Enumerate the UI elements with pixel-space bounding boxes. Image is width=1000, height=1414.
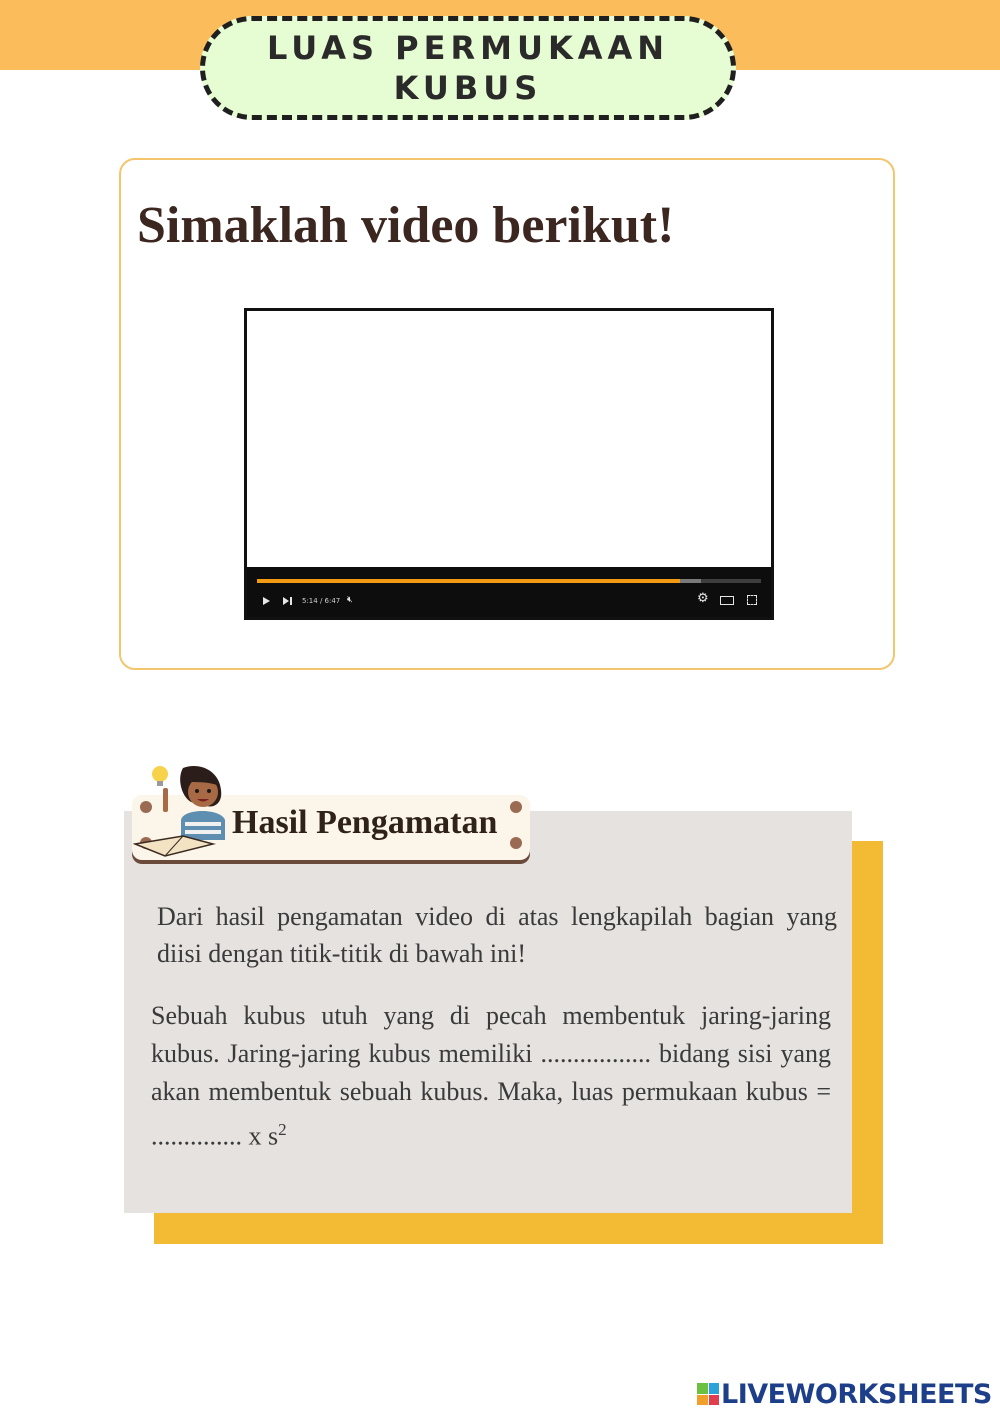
exponent: 2 [278,1120,287,1139]
video-card [119,158,895,670]
banner-dot [510,801,522,813]
video-heading: Simaklah video berikut! [137,197,675,254]
fullscreen-icon[interactable] [747,595,757,605]
brand-logo [697,1378,992,1410]
student-illustration [133,760,233,860]
video-progress-fill [257,579,680,583]
observation-title: Hasil Pengamatan [232,804,498,841]
title-line-2: KUBUS [393,69,543,107]
title-badge [200,16,736,120]
theater-mode-icon[interactable] [720,596,734,605]
play-icon[interactable] [263,597,270,605]
video-control-bar [247,567,771,617]
brand-name: LIVEWORKSHEETS [721,1378,992,1410]
video-progress-bar[interactable] [257,579,761,583]
title-line-1: LUAS PERMUKAAN [266,29,670,67]
next-icon[interactable] [283,597,292,605]
fill-in-text: Sebuah kubus utuh yang di pecah membentuk jaring-jaring kubus. Jaring-jaring kubus memiliki ................. bidang sisi yang akan membentuk sebuah kubus. Maka, luas permukaan kubus = .............. x s [151,1001,831,1151]
brand-grid-icon [697,1383,719,1405]
video-time: 5:14 / 6:47 [302,597,341,605]
gear-icon[interactable]: ⚙︎ [697,591,709,606]
fill-in-paragraph [151,997,831,1156]
instruction-text: Dari hasil pengamatan video di atas lengkapilah bagian yang diisi dengan titik-titik di bawah ini! [157,902,837,968]
mute-icon[interactable]: 🔇︎ [347,595,353,605]
banner-dot [510,837,522,849]
video-player[interactable] [244,308,774,620]
